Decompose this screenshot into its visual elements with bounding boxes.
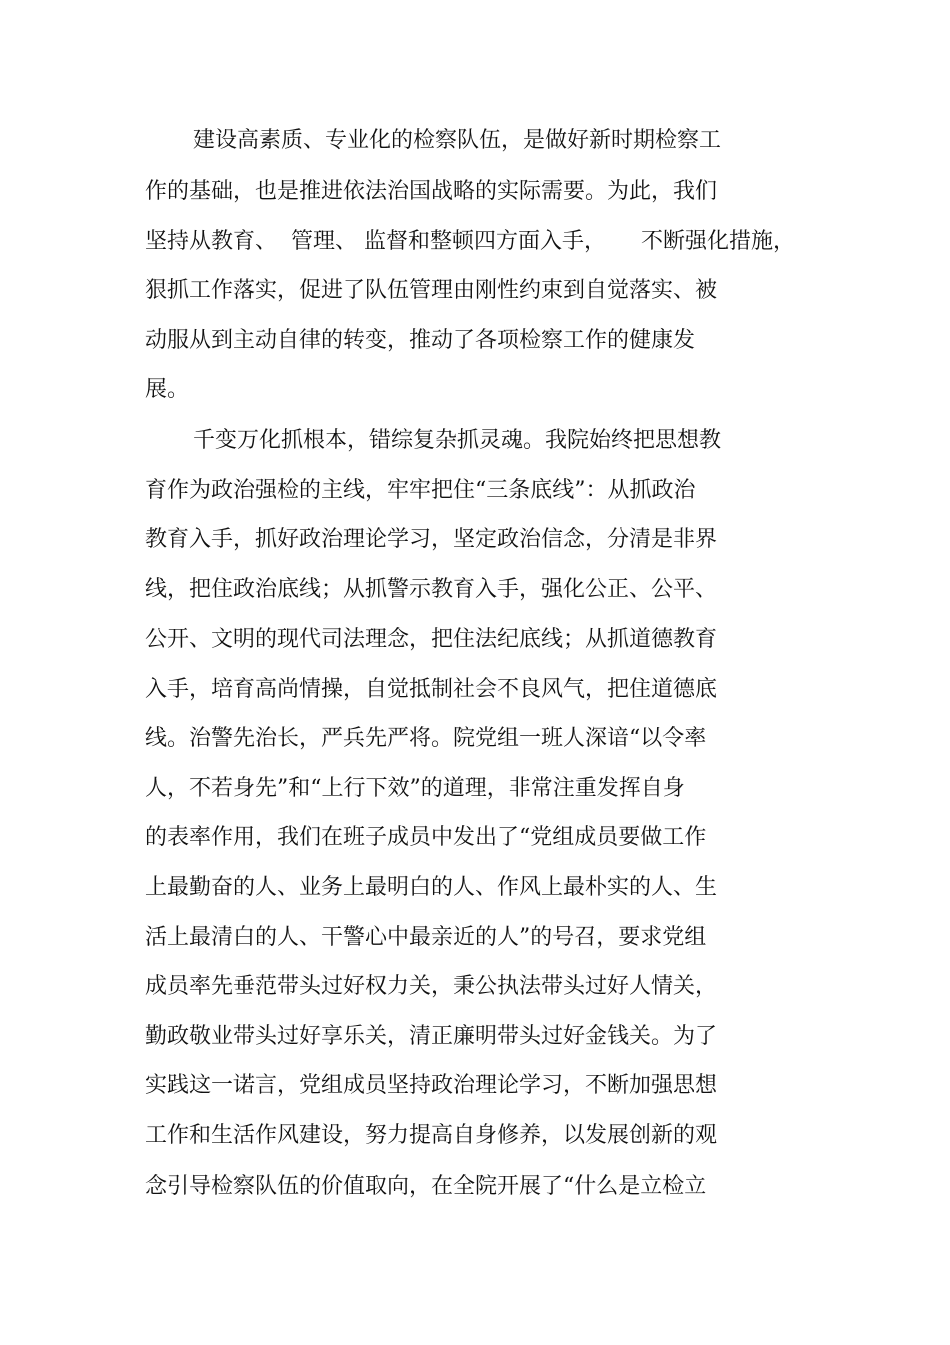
text-line: 的表率作用，我们在班子成员中发出了“党组成员要做工作 bbox=[145, 825, 707, 850]
text-line: 入手，培育高尚情操，自觉抵制社会不良风气，把住道德底 bbox=[145, 677, 718, 702]
text-line: 动服从到主动自律的转变，推动了各项检察工作的健康发 bbox=[145, 328, 696, 353]
text-line: 育作为政治强检的主线，牢牢把住“三条底线”：从抓政治 bbox=[145, 478, 696, 503]
text-line: 成员率先垂范带头过好权力关，秉公执法带头过好人情关， bbox=[145, 974, 718, 999]
text-line: 线，把住政治底线；从抓警示教育入手，强化公正、公平、 bbox=[145, 577, 718, 602]
text-line: 公开、文明的现代司法理念，把住法纪底线；从抓道德教育 bbox=[145, 627, 718, 652]
text-line: 线。治警先治长，严兵先严将。院党组一班人深谙“以令率 bbox=[145, 726, 707, 751]
text-line: 建设高素质、专业化的检察队伍，是做好新时期检察工 bbox=[193, 128, 722, 153]
text-line: 勤政敬业带头过好享乐关，清正廉明带头过好金钱关。为了 bbox=[145, 1024, 718, 1049]
text-line: 坚持从教育、 管理、 监督和整顿四方面入手， 不断强化措施， bbox=[145, 229, 795, 254]
text-line: 活上最清白的人、干警心中最亲近的人”的号召，要求党组 bbox=[145, 925, 707, 950]
text-line: 实践这一诺言，党组成员坚持政治理论学习，不断加强思想 bbox=[145, 1073, 718, 1098]
text-line: 千变万化抓根本，错综复杂抓灵魂。我院始终把思想教 bbox=[193, 428, 722, 453]
text-line: 作的基础，也是推进依法治国战略的实际需要。为此，我们 bbox=[145, 179, 718, 204]
text-line: 狠抓工作落实，促进了队伍管理由刚性约束到自觉落实、被 bbox=[145, 278, 718, 303]
text-line: 教育入手，抓好政治理论学习，坚定政治信念，分清是非界 bbox=[145, 527, 718, 552]
text-line: 上最勤奋的人、业务上最明白的人、作风上最朴实的人、生 bbox=[145, 875, 718, 900]
text-line: 念引导检察队伍的价值取向，在全院开展了“什么是立检立 bbox=[145, 1174, 707, 1199]
text-line: 人，不若身先”和“上行下效”的道理，非常注重发挥自身 bbox=[145, 776, 685, 801]
text-line: 展。 bbox=[145, 377, 190, 402]
text-line: 工作和生活作风建设，努力提高自身修养，以发展创新的观 bbox=[145, 1123, 718, 1148]
